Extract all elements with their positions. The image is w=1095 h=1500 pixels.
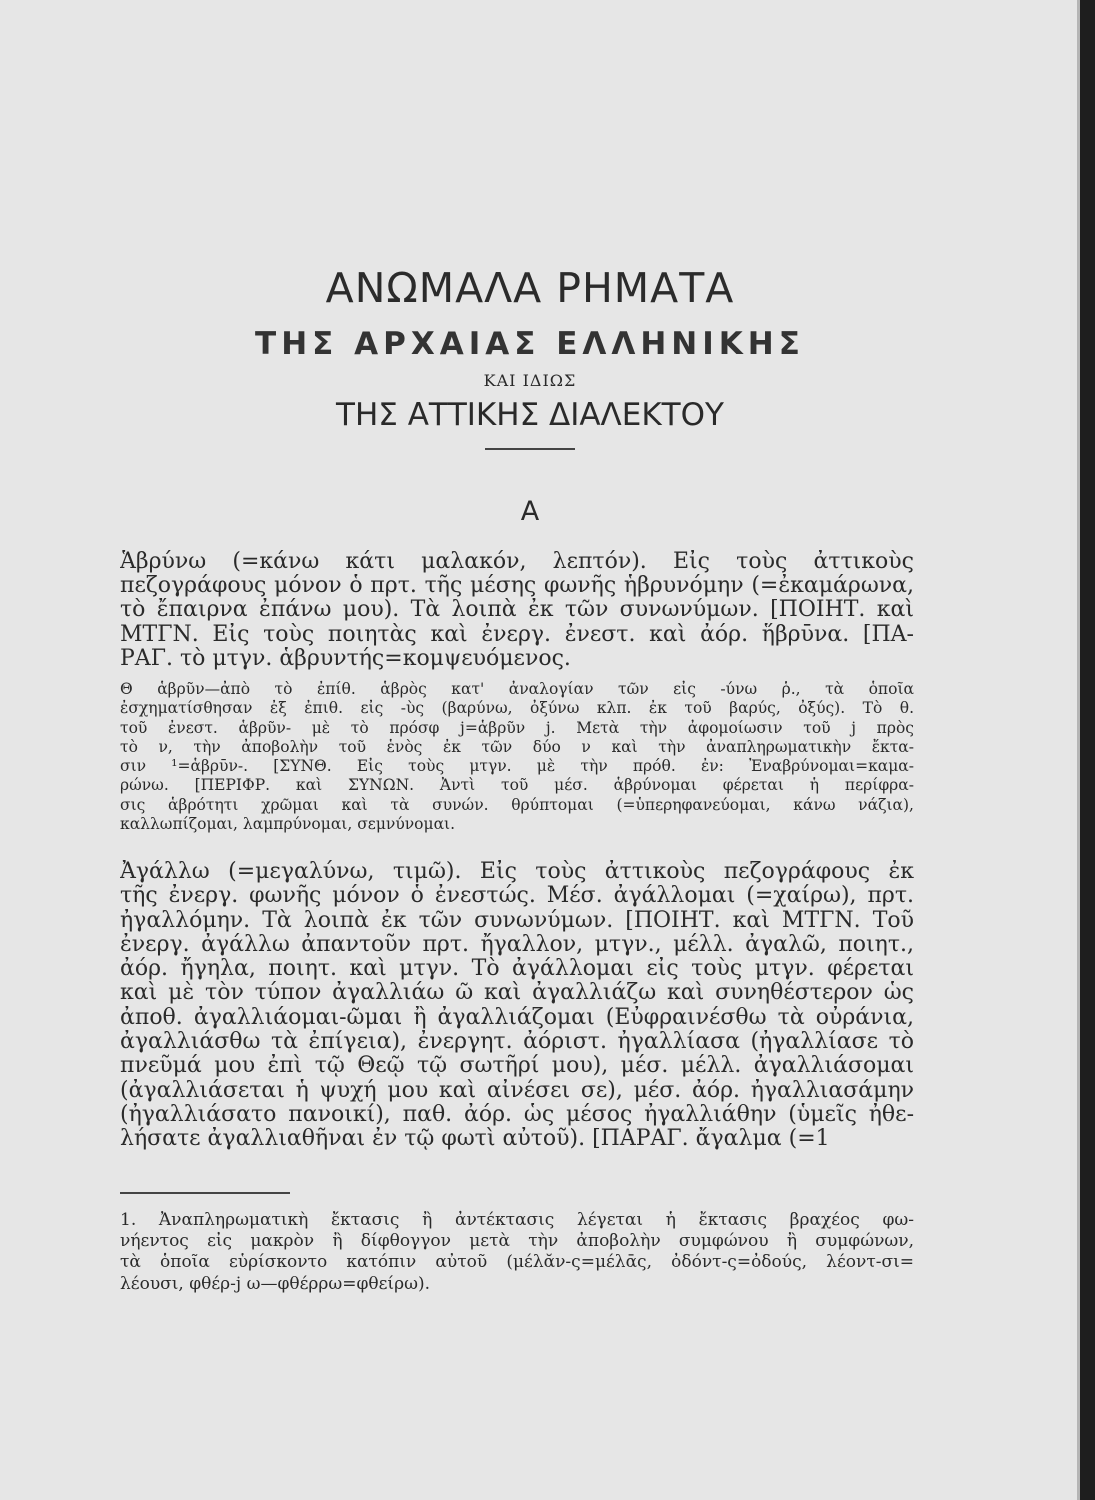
- text-line: πνεῦμά μου ἐπὶ τῷ Θεῷ τῷ σωτῆρί μου), μέσ. μέλλ. ἀγαλλιάσομαι: [120, 1054, 914, 1079]
- entry-agallo: [120, 860, 914, 1152]
- text-line: τὸ ἔπαιρνα ἐπάνω μου). Τὰ λοιπὰ ἐκ τῶν συνωνύμων. [ΠΟΙΗΤ. καὶ: [120, 598, 914, 623]
- text-line: ἀόρ. ἤγηλα, ποιητ. καὶ μτγν. Τὸ ἀγάλλομαι εἰς τοὺς μτγν. φέρεται: [120, 957, 914, 982]
- note-line: τὸ ν, τὴν ἀποβολὴν τοῦ ἑνὸς ἐκ τῶν δύο ν καὶ τὴν ἀναπληρωματικὴν ἔκτα-: [120, 737, 914, 756]
- text-line: ἠγαλλόμην. Τὰ λοιπὰ ἐκ τῶν συνωνύμων. [ΠΟΙΗΤ. καὶ ΜΤΓΝ. Τοῦ: [120, 908, 914, 933]
- text-line: καὶ μὲ τὸν τύπον ἀγαλλιάω ῶ καὶ ἀγαλλιάζω καὶ συνηθέστερον ὡς: [120, 981, 914, 1006]
- note-line: σις ἁβρότητι χρῶμαι καὶ τὰ συνών. θρύπτομαι (=ὑπερηφανεύομαι, κάνω νάζια),: [120, 795, 914, 814]
- main-title: ΑΝΩΜΑΛΑ ΡΗΜΑΤΑ: [325, 264, 735, 312]
- title-block: [0, 262, 1060, 529]
- text-line: τῆς ἐνεργ. φωνῆς μόνον ὁ ἐνεστώς. Μέσ. ἀγάλλομαι (=χαίρω), πρτ.: [120, 884, 914, 909]
- dialect-title: ΤΗΣ ΑΤΤΙΚΗΣ ΔΙΑΛΕΚΤΟΥ: [336, 397, 724, 433]
- text-line: (ἠγαλλιάσατο πανοικί), παθ. ἀόρ. ὡς μέσος ἠγαλλιάθην (ὑμεῖς ἠθε-: [120, 1102, 914, 1127]
- text-line: ἀγαλλιάσθω τὰ ἐπίγεια), ἐνεργητ. ἀόριστ. ἠγαλλίασα (ἠγαλλίασε τὸ: [120, 1030, 914, 1055]
- entry-abryno: [120, 550, 914, 671]
- footnote-divider: [120, 1192, 290, 1194]
- note-line: ἐσχηματίσθησαν ἐξ ἐπιθ. εἰς -ὺς (βαρύνω, ὀξύνω κλπ. ἐκ τοῦ βαρύς, ὀξύς). Τὸ θ.: [120, 699, 914, 718]
- footnote-line: τὰ ὁποῖα εὑρίσκοντο κατόπιν αὐτοῦ (μέλᾰν-ς=μέλᾱς, ὀδόντ-ς=ὀδούς, λέοντ-σι=: [120, 1252, 914, 1273]
- note-line: Θ ἁβρῦν—ἀπὸ τὸ ἐπίθ. ἁβρὸς κατ' ἀναλογίαν τῶν εἰς -ύνω ῥ., τὰ ὁποῖα: [120, 680, 914, 698]
- footnote-line: νήεντος εἰς μακρὸν ἢ δίφθογγον μετὰ τὴν ἀποβολὴν συμφώνου ἢ συμφώνων,: [120, 1231, 914, 1252]
- text-line: ΜΤΓΝ. Εἰς τοὺς ποιητὰς καὶ ἐνεργ. ἐνεστ. καὶ ἀόρ. ἥβρῡνα. [ΠΑ-: [120, 622, 914, 647]
- text-line: ἐνεργ. ἀγάλλω ἀπαντοῦν πρτ. ἤγαλλον, μτγν., μέλλ. ἀγαλῶ, ποιητ.,: [120, 932, 914, 957]
- text-line: λήσατε ἀγαλλιαθῆναι ἐν τῷ φωτὶ αὐτοῦ). [ΠΑΡΑΓ. ἄγαλμα (=1: [120, 1127, 830, 1152]
- text-line: Ἀγάλλω (=μεγαλύνω, τιμῶ). Εἰς τοὺς ἀττικοὺς πεζογράφους ἐκ: [120, 860, 914, 884]
- footnote-line: 1. Ἀναπληρωματικὴ ἔκτασις ἢ ἀντέκτασις λέγεται ἡ ἔκτασις βραχέος φω-: [120, 1210, 914, 1230]
- footnote-line: λέουσι, φθέρ-j ω—φθέρρω=φθείρω).: [120, 1273, 430, 1294]
- note-line: σιν ¹=ἁβρῡν-. [ΣΥΝΘ. Εἰς τοὺς μτγν. μὲ τὴν πρόθ. ἐν: Ἐναβρύνομαι=καμα-: [120, 757, 914, 776]
- section-letter: Α: [520, 496, 540, 527]
- text-line: πεζογράφους μόνον ὁ πρτ. τῆς μέσης φωνῆς ἡβρυνόμην (=ἐκαμάρωνα,: [120, 574, 914, 599]
- subtitle: ΤΗΣ ΑΡΧΑΙΑΣ ΕΛΛΗΝΙΚΗΣ: [255, 326, 805, 362]
- etymology-note: [120, 680, 914, 834]
- text-line: ΡΑΓ. τὸ μτγν. ἁβρυντής=κομψευόμενος.: [120, 646, 571, 671]
- note-line: ρώνω. [ΠΕΡΙΦΡ. καὶ ΣΥΝΩΝ. Ἀντὶ τοῦ μέσ. ἁβρύνομαι φέρεται ἡ περίφρα-: [120, 776, 914, 795]
- text-line: Ἁβρύνω (=κάνω κάτι μαλακόν, λεπτόν). Εἰς τοὺς ἀττικοὺς: [120, 550, 914, 574]
- note-line: καλλωπίζομαι, λαμπρύνομαι, σεμνύνομαι.: [120, 815, 456, 834]
- text-line: (ἀγαλλιάσεται ἡ ψυχή μου καὶ αἰνέσει σε), μέσ. ἀόρ. ἠγαλλιασάμην: [120, 1078, 914, 1103]
- note-line: τοῦ ἐνεστ. ἁβρῦν- μὲ τὸ πρόσφ j=ἁβρῦν j. Μετὰ τὴν ἀφομοίωσιν τοῦ j πρὸς: [120, 718, 914, 737]
- text-line: ἀποθ. ἀγαλλιάομαι-ῶμαι ἢ ἀγαλλιάζομαι (Εὐφραινέσθω τὰ οὐράνια,: [120, 1005, 914, 1030]
- subtitle-conjunction: ΚΑΙ ΙΔΙΩΣ: [483, 371, 577, 390]
- title-divider: [485, 448, 575, 450]
- footnote: [120, 1210, 914, 1295]
